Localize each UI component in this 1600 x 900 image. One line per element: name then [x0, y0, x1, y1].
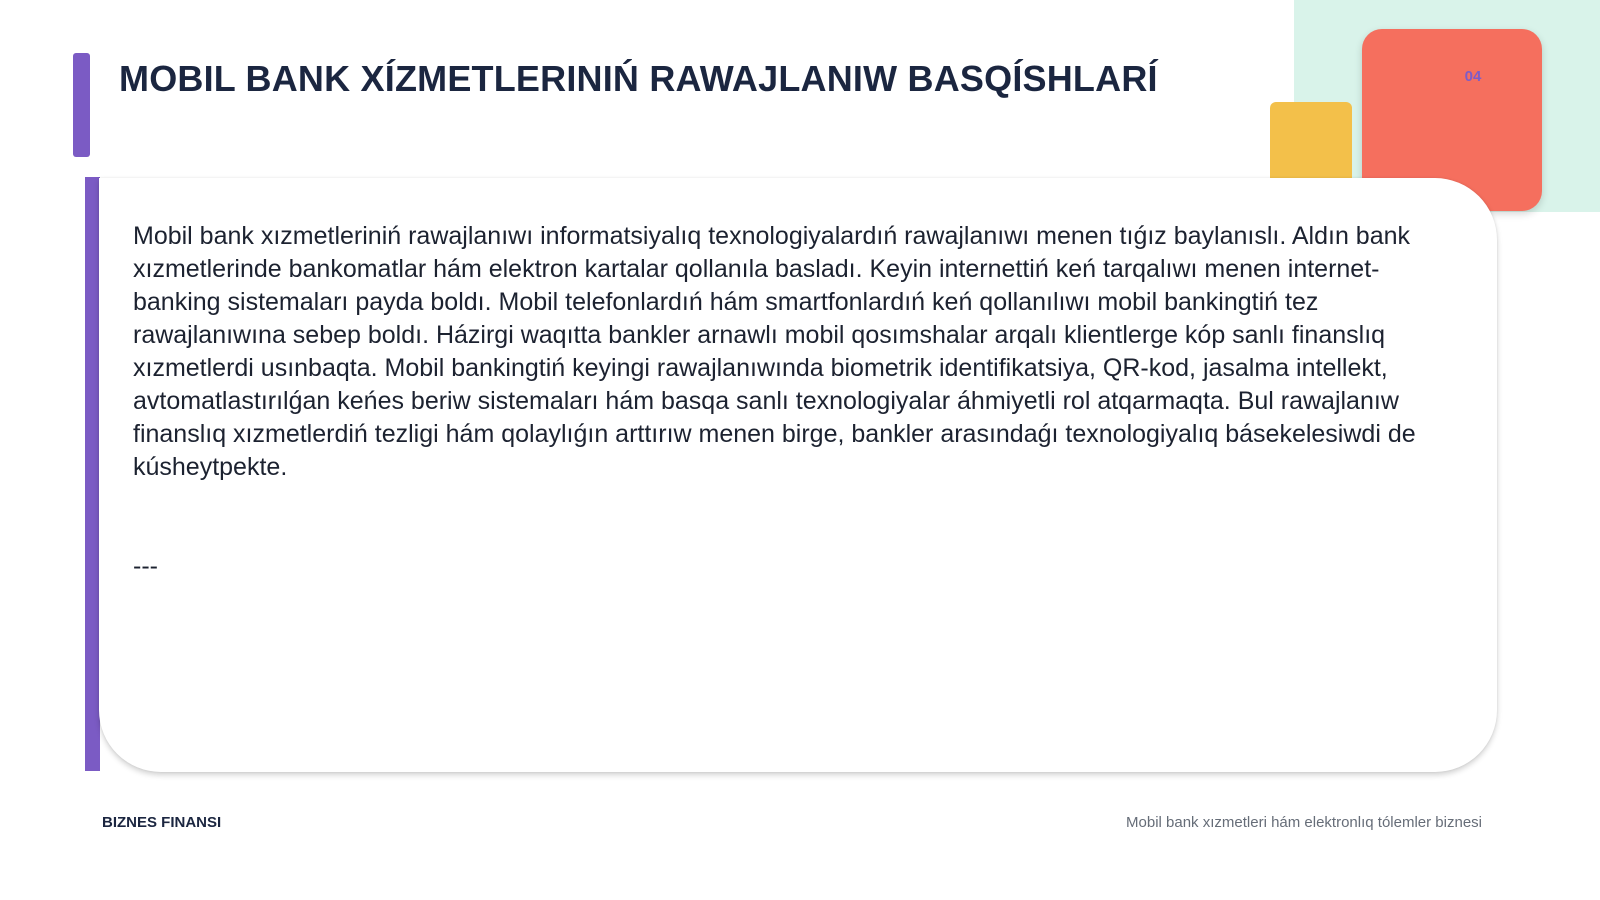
footer-right-label: Mobil bank xızmetleri hám elektronlıq tólemler biznesi — [1126, 814, 1482, 831]
page-title: MOBIL BANK XÍZMETLERINIŃ RAWAJLANIW BASQÍSHLARÍ — [119, 58, 1158, 99]
page-number: 04 — [1464, 68, 1482, 85]
content-accent-bar — [85, 177, 100, 771]
body-paragraph: Mobil bank xızmetleriniń rawajlanıwı informatsiyalıq texnologiyalardıń rawajlanıwı menen tıǵız baylanıslı. Aldın bank xızmetlerinde bankomatlar hám elektron kartalar qollanıla basladı. Keyin internettiń keń tarqalıwı menen internet-banking sistemaları payda boldı. Mobil telefonlardıń hám smartfonlardıń keń qollanılıwı mobil bankingtiń tez rawajlanıwına sebep boldı. Házirgi waqıtta bankler arnawlı mobil qosımshalar arqalı klientlerge kóp sanlı finanslıq xızmetlerdi usınbaqta. Mobil bankingtiń keyingi rawajlanıwında biometrik identifikatsiya, QR-kod, jasalma intellekt, avtomatlastırılǵan keńes beriw sistemaları hám basqa sanlı texnologiyalar áhmiyetli rol atqarmaqta. Bul rawajlanıw finanslıq xızmetlerdiń tezligi hám qolaylıǵın arttırıw menen birge, bankler arasındaǵı texnologiyalıq básekelesiwdi de kúsheytpekte. — [133, 222, 1416, 481]
content-card — [99, 178, 1497, 772]
footer-left-label: BIZNES FINANSI — [102, 814, 222, 831]
title-accent-bar — [73, 53, 90, 157]
separator-text: --- — [133, 552, 158, 580]
